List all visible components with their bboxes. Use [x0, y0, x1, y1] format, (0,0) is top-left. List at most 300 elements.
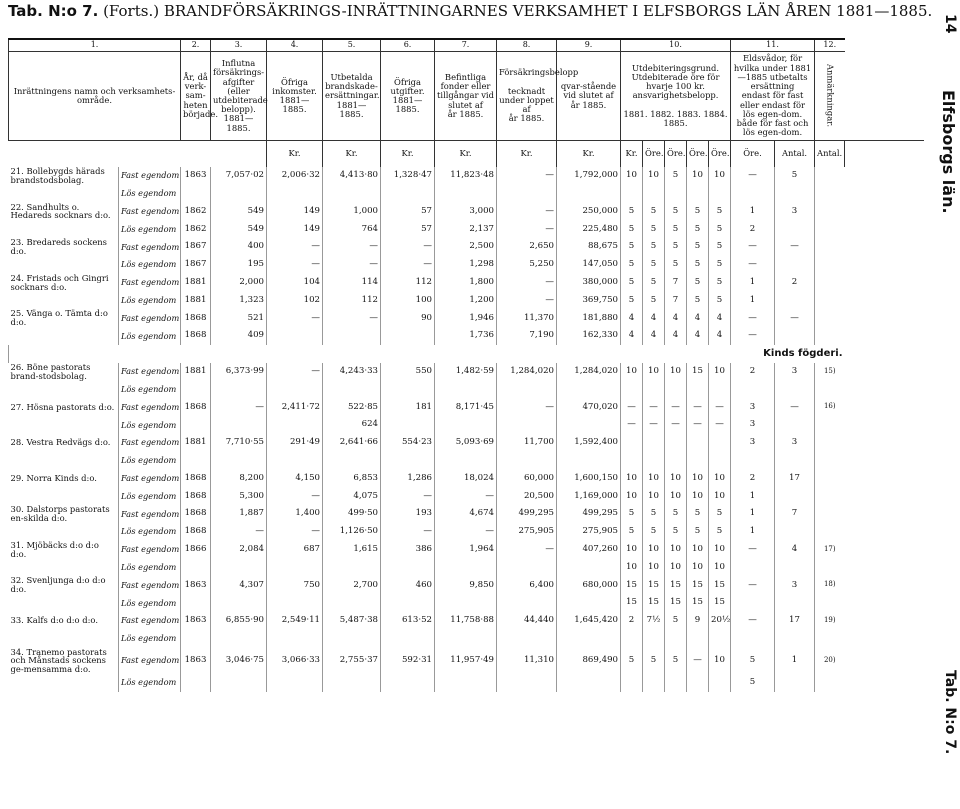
- cell-year: 1868: [181, 487, 211, 505]
- cell-value: [775, 381, 815, 399]
- table-row: [9, 292, 925, 310]
- cell-kind: Lös egendom: [119, 416, 181, 434]
- cell-value: [497, 630, 557, 648]
- cell-value: 4,674: [435, 505, 497, 523]
- cell-value: [665, 381, 687, 399]
- cell-value: 2,137: [435, 220, 497, 238]
- unit: Kr.: [621, 141, 643, 168]
- cell-value: 5: [709, 523, 731, 541]
- cell-value: [435, 185, 497, 203]
- column-header-row: [9, 52, 925, 141]
- cell-value: [709, 630, 731, 648]
- cell-value: [435, 594, 497, 612]
- cell-value: 400: [211, 238, 267, 256]
- cell-value: 2,411·72: [267, 398, 323, 416]
- cell-value: 5: [665, 167, 687, 185]
- cell-value: [621, 185, 643, 203]
- unit: Kr.: [497, 141, 557, 168]
- cell-value: 147,050: [557, 256, 621, 274]
- table-row: [9, 470, 925, 488]
- cell-value: [643, 434, 665, 452]
- cell-year: [181, 630, 211, 648]
- cell-value: 1,887: [211, 505, 267, 523]
- cell-value: 7,710·55: [211, 434, 267, 452]
- cell-value: 4,307: [211, 576, 267, 594]
- cell-value: [775, 452, 815, 470]
- cell-value: 4: [687, 327, 709, 345]
- table-row: [9, 363, 925, 381]
- cell-value: 291·49: [267, 434, 323, 452]
- cell-value: 1: [731, 203, 775, 221]
- cell-note: [815, 559, 845, 577]
- cell-value: 275,905: [557, 523, 621, 541]
- cell-value: [211, 416, 267, 434]
- cell-name: [9, 256, 119, 274]
- cell-value: 470,020: [557, 398, 621, 416]
- cell-value: 5: [709, 203, 731, 221]
- cell-value: 869,490: [557, 648, 621, 674]
- cell-value: [381, 185, 435, 203]
- cell-kind: Lös egendom: [119, 487, 181, 505]
- cell-value: —: [381, 523, 435, 541]
- table-row: [9, 327, 925, 345]
- cell-value: 10: [709, 559, 731, 577]
- colnum-12: 12.: [815, 39, 845, 52]
- cell-year: 1863: [181, 576, 211, 594]
- cell-value: 10: [643, 167, 665, 185]
- section-title: Kinds fögderi.: [9, 345, 845, 363]
- unit: Öre.: [731, 141, 775, 168]
- cell-year: 1863: [181, 167, 211, 185]
- colnum-6: 6.: [381, 39, 435, 52]
- cell-value: 149: [267, 220, 323, 238]
- cell-value: —: [497, 274, 557, 292]
- cell-note: [815, 256, 845, 274]
- cell-kind: Lös egendom: [119, 559, 181, 577]
- cell-value: 10: [709, 363, 731, 381]
- table-row: [9, 238, 925, 256]
- cell-value: 499,295: [557, 505, 621, 523]
- cell-kind: Fast egendom: [119, 541, 181, 559]
- cell-value: 15: [643, 576, 665, 594]
- cell-value: 5: [643, 505, 665, 523]
- cell-name: [9, 559, 119, 577]
- cell-value: 5: [665, 505, 687, 523]
- table-row: [9, 220, 925, 238]
- cell-value: 15: [687, 594, 709, 612]
- cell-value: 8,200: [211, 470, 267, 488]
- header-damages-paid: Utbetalda brandskade-ersättningar. 1881—1885.: [323, 52, 381, 141]
- table-row: [9, 416, 925, 434]
- cell-value: 15: [665, 594, 687, 612]
- cell-value: 10: [621, 541, 643, 559]
- cell-value: —: [267, 309, 323, 327]
- cell-value: 2: [731, 470, 775, 488]
- cell-value: [497, 674, 557, 692]
- cell-value: 6,855·90: [211, 612, 267, 630]
- cell-value: 8,171·45: [435, 398, 497, 416]
- cell-value: 6,853: [323, 470, 381, 488]
- units-row: [9, 141, 925, 168]
- cell-value: [435, 630, 497, 648]
- header-signed: Försäkringsbelopp tecknadt under loppet af år 1885.: [497, 52, 557, 141]
- cell-value: 181,880: [557, 309, 621, 327]
- cell-value: 2: [731, 363, 775, 381]
- cell-value: 1: [731, 274, 775, 292]
- cell-year: 1881: [181, 363, 211, 381]
- cell-value: 499·50: [323, 505, 381, 523]
- cell-value: [775, 523, 815, 541]
- cell-year: [181, 381, 211, 399]
- cell-value: [775, 327, 815, 345]
- cell-value: —: [643, 398, 665, 416]
- cell-value: 5: [621, 238, 643, 256]
- cell-year: [181, 452, 211, 470]
- cell-value: [381, 594, 435, 612]
- cell-value: 1,284,020: [497, 363, 557, 381]
- cell-value: —: [211, 523, 267, 541]
- table-row: [9, 256, 925, 274]
- cell-value: 7,190: [497, 327, 557, 345]
- cell-kind: Fast egendom: [119, 238, 181, 256]
- cell-value: 100: [381, 292, 435, 310]
- cell-value: 687: [267, 541, 323, 559]
- cell-value: 250,000: [557, 203, 621, 221]
- cell-value: [267, 185, 323, 203]
- cell-value: 4,243·33: [323, 363, 381, 381]
- cell-note: 15): [815, 363, 845, 381]
- cell-value: [687, 630, 709, 648]
- continued-label: (Forts.): [103, 2, 160, 20]
- cell-kind: Lös egendom: [119, 594, 181, 612]
- cell-value: —: [775, 309, 815, 327]
- cell-kind: Fast egendom: [119, 203, 181, 221]
- cell-value: 4: [709, 309, 731, 327]
- cell-value: [267, 559, 323, 577]
- cell-value: —: [731, 167, 775, 185]
- table-row: [9, 434, 925, 452]
- cell-value: 4: [621, 309, 643, 327]
- cell-value: 554·23: [381, 434, 435, 452]
- cell-value: [775, 292, 815, 310]
- header-name: Inrättningens namn och verksamhets-område.: [9, 52, 181, 141]
- cell-value: 1,792,000: [557, 167, 621, 185]
- cell-value: 2,549·11: [267, 612, 323, 630]
- cell-value: 5: [643, 292, 665, 310]
- cell-value: 10: [621, 470, 643, 488]
- cell-value: —: [497, 398, 557, 416]
- header-remaining: qvar-stående vid slutet af år 1885.: [557, 52, 621, 141]
- cell-value: 10: [709, 470, 731, 488]
- cell-value: —: [323, 238, 381, 256]
- cell-year: 1862: [181, 220, 211, 238]
- cell-year: 1862: [181, 203, 211, 221]
- cell-value: [381, 381, 435, 399]
- cell-value: [381, 630, 435, 648]
- cell-value: [775, 185, 815, 203]
- cell-value: [621, 452, 643, 470]
- cell-value: 15: [643, 594, 665, 612]
- cell-value: 1,284,020: [557, 363, 621, 381]
- cell-value: 5,300: [211, 487, 267, 505]
- cell-value: [497, 452, 557, 470]
- cell-note: [815, 185, 845, 203]
- cell-value: [211, 594, 267, 612]
- page-number: 14: [942, 14, 958, 34]
- header-other-expenses: Öfriga utgifter. 1881—1885.: [381, 52, 435, 141]
- cell-value: 195: [211, 256, 267, 274]
- cell-value: [211, 185, 267, 203]
- cell-name: [9, 185, 119, 203]
- cell-value: 5: [665, 523, 687, 541]
- cell-value: 5: [643, 256, 665, 274]
- cell-value: 1,323: [211, 292, 267, 310]
- cell-value: 6,373·99: [211, 363, 267, 381]
- cell-value: 2,000: [211, 274, 267, 292]
- cell-value: [731, 594, 775, 612]
- cell-year: 1868: [181, 398, 211, 416]
- cell-value: 10: [687, 487, 709, 505]
- cell-name: 27. Hösna pastorats d:o.: [10, 401, 115, 412]
- cell-name: 29. Norra Kinds d:o.: [10, 473, 97, 484]
- cell-value: —: [267, 363, 323, 381]
- cell-value: 2: [621, 612, 643, 630]
- cell-value: [381, 674, 435, 692]
- cell-value: 5: [643, 648, 665, 674]
- cell-value: —: [643, 416, 665, 434]
- cell-value: 5: [687, 523, 709, 541]
- cell-value: 104: [267, 274, 323, 292]
- cell-value: 3: [775, 203, 815, 221]
- cell-value: 1,298: [435, 256, 497, 274]
- cell-value: 10: [621, 487, 643, 505]
- table-row: [9, 594, 925, 612]
- cell-value: [665, 674, 687, 692]
- cell-value: [381, 416, 435, 434]
- cell-value: 102: [267, 292, 323, 310]
- cell-value: 1,482·59: [435, 363, 497, 381]
- cell-kind: Fast egendom: [119, 274, 181, 292]
- header-premiums: Influtna försäkrings-afgifter (eller utdebiterade belopp). 1881—1885.: [211, 52, 267, 141]
- cell-note: [815, 434, 845, 452]
- cell-value: [557, 630, 621, 648]
- section-row: [9, 345, 925, 363]
- cell-value: 2,700: [323, 576, 381, 594]
- table-row: [9, 309, 925, 327]
- column-number-row: [9, 39, 925, 52]
- cell-note: [815, 505, 845, 523]
- cell-value: [687, 452, 709, 470]
- cell-value: 460: [381, 576, 435, 594]
- cell-value: [557, 416, 621, 434]
- cell-year: 1867: [181, 256, 211, 274]
- cell-value: [709, 185, 731, 203]
- cell-value: 5,250: [497, 256, 557, 274]
- cell-value: 10: [621, 559, 643, 577]
- cell-note: 18): [815, 576, 845, 594]
- cell-value: 193: [381, 505, 435, 523]
- cell-note: 16): [815, 398, 845, 416]
- cell-value: 1: [731, 505, 775, 523]
- cell-value: [775, 674, 815, 692]
- cell-value: 7: [665, 292, 687, 310]
- unit: Antal.: [815, 141, 845, 168]
- cell-value: 10: [687, 470, 709, 488]
- cell-year: 1881: [181, 292, 211, 310]
- colnum-10: 10.: [621, 39, 731, 52]
- cell-year: 1868: [181, 505, 211, 523]
- cell-name: [9, 523, 119, 541]
- cell-value: —: [731, 612, 775, 630]
- cell-value: 11,957·49: [435, 648, 497, 674]
- cell-value: [323, 674, 381, 692]
- cell-value: 4,150: [267, 470, 323, 488]
- cell-value: [775, 559, 815, 577]
- cell-note: [815, 487, 845, 505]
- cell-value: 4: [643, 327, 665, 345]
- unit: Kr.: [557, 141, 621, 168]
- header-other-income: Öfriga inkomster. 1881—1885.: [267, 52, 323, 141]
- cell-value: [709, 674, 731, 692]
- cell-value: —: [621, 416, 643, 434]
- cell-value: [435, 416, 497, 434]
- cell-value: —: [731, 238, 775, 256]
- table-row: [9, 674, 925, 692]
- cell-kind: Lös egendom: [119, 292, 181, 310]
- cell-value: 5: [731, 674, 775, 692]
- cell-value: 369,750: [557, 292, 621, 310]
- cell-value: —: [381, 256, 435, 274]
- table-row: [9, 274, 925, 292]
- cell-value: 17: [775, 470, 815, 488]
- cell-value: 11,310: [497, 648, 557, 674]
- cell-value: [731, 630, 775, 648]
- table-row: [9, 487, 925, 505]
- cell-value: 1: [731, 523, 775, 541]
- cell-value: [621, 381, 643, 399]
- cell-value: 10: [621, 167, 643, 185]
- cell-kind: Fast egendom: [119, 505, 181, 523]
- cell-value: [665, 452, 687, 470]
- cell-value: [687, 674, 709, 692]
- cell-value: 5: [687, 292, 709, 310]
- cell-value: 5: [709, 505, 731, 523]
- cell-value: [323, 185, 381, 203]
- cell-value: 114: [323, 274, 381, 292]
- cell-value: [557, 594, 621, 612]
- cell-value: 407,260: [557, 541, 621, 559]
- cell-value: 1,286: [381, 470, 435, 488]
- cell-value: 1,200: [435, 292, 497, 310]
- cell-note: [815, 274, 845, 292]
- cell-value: —: [497, 541, 557, 559]
- cell-value: 386: [381, 541, 435, 559]
- cell-value: [775, 487, 815, 505]
- cell-value: 10: [665, 541, 687, 559]
- unit: Antal.: [775, 141, 815, 168]
- cell-value: [709, 434, 731, 452]
- cell-value: [435, 674, 497, 692]
- table-row: [9, 452, 925, 470]
- cell-value: [267, 452, 323, 470]
- cell-note: [815, 630, 845, 648]
- cell-value: [665, 434, 687, 452]
- cell-value: —: [211, 398, 267, 416]
- cell-value: 5: [687, 274, 709, 292]
- cell-value: 409: [211, 327, 267, 345]
- cell-value: 10: [643, 363, 665, 381]
- cell-value: 57: [381, 203, 435, 221]
- cell-year: 1863: [181, 612, 211, 630]
- cell-value: [643, 185, 665, 203]
- cell-value: [557, 559, 621, 577]
- cell-value: [497, 559, 557, 577]
- page-title: BRANDFÖRSÄKRINGS-INRÄTTNINGARNES VERKSAMHET I ELFSBORGS LÄN ÅREN 1881—1885.: [163, 2, 933, 20]
- cell-note: [815, 470, 845, 488]
- unit: Kr.: [381, 141, 435, 168]
- cell-value: 10: [643, 487, 665, 505]
- cell-value: [557, 185, 621, 203]
- table-row: [9, 523, 925, 541]
- cell-value: —: [381, 487, 435, 505]
- cell-value: [709, 452, 731, 470]
- cell-kind: Lös egendom: [119, 523, 181, 541]
- cell-value: 3: [775, 576, 815, 594]
- cell-value: 10: [665, 470, 687, 488]
- cell-value: 1,800: [435, 274, 497, 292]
- cell-value: 5: [709, 220, 731, 238]
- cell-value: 17: [775, 612, 815, 630]
- cell-value: 4: [665, 327, 687, 345]
- unit: Öre.: [643, 141, 665, 168]
- cell-value: [497, 594, 557, 612]
- cell-value: 5: [665, 220, 687, 238]
- cell-value: 10: [709, 167, 731, 185]
- cell-value: [687, 434, 709, 452]
- cell-value: [731, 381, 775, 399]
- cell-value: 7,057·02: [211, 167, 267, 185]
- cell-value: 1: [731, 292, 775, 310]
- cell-value: 1: [731, 487, 775, 505]
- cell-value: 5: [709, 292, 731, 310]
- cell-value: 4: [643, 309, 665, 327]
- cell-value: [267, 594, 323, 612]
- cell-value: [267, 327, 323, 345]
- cell-value: [665, 185, 687, 203]
- cell-value: 112: [381, 274, 435, 292]
- cell-note: 17): [815, 541, 845, 559]
- cell-value: 10: [687, 559, 709, 577]
- cell-note: [815, 309, 845, 327]
- cell-value: 5: [621, 220, 643, 238]
- cell-kind: Fast egendom: [119, 612, 181, 630]
- cell-value: —: [497, 167, 557, 185]
- cell-kind: Lös egendom: [119, 327, 181, 345]
- cell-value: —: [381, 238, 435, 256]
- cell-year: [181, 185, 211, 203]
- cell-value: 15: [687, 363, 709, 381]
- cell-name: 22. Sandhults o. Hedareds socknars d:o.: [10, 201, 111, 221]
- table-row: [9, 630, 925, 648]
- cell-value: [621, 434, 643, 452]
- cell-name: [9, 381, 119, 399]
- cell-value: 1,736: [435, 327, 497, 345]
- cell-value: 549: [211, 203, 267, 221]
- cell-year: 1868: [181, 470, 211, 488]
- cell-value: [557, 381, 621, 399]
- cell-value: 181: [381, 398, 435, 416]
- cell-value: 5: [731, 648, 775, 674]
